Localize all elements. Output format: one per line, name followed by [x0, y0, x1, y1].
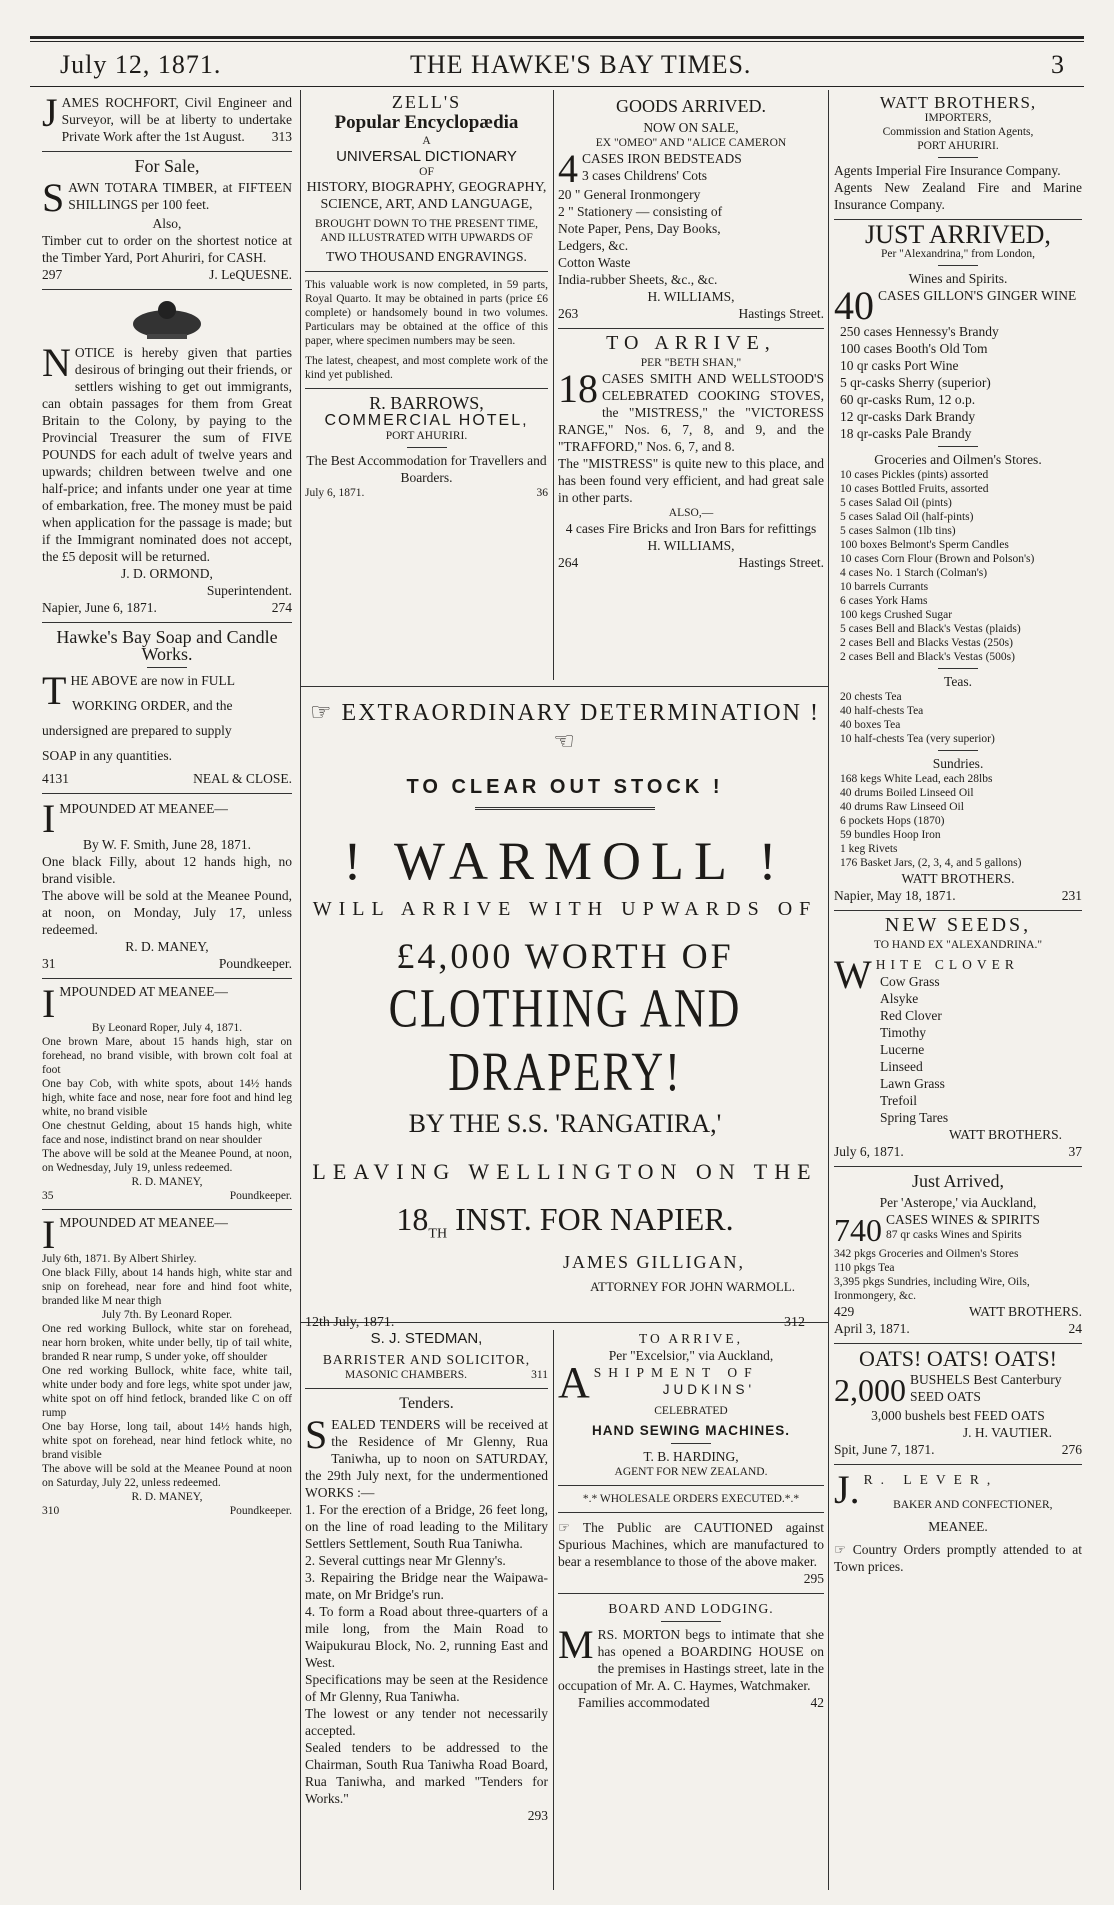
ad-number: 264 — [558, 555, 579, 570]
ad-text: Families accommodated — [578, 1695, 710, 1710]
ad-date: April 3, 1871. — [834, 1321, 910, 1336]
royal-crest-icon — [117, 296, 217, 342]
ad-signature: R. D. MANEY, — [125, 939, 209, 954]
ad-text: One bay Cob, with white spots, about 14½ hands high, white face and nose, near fore foot and hind leg white, no brand visible — [42, 1078, 292, 1118]
ad-text: ALSO,— — [668, 507, 714, 519]
ad-text: BAKER AND CONFECTIONER, — [893, 1499, 1053, 1511]
drop-cap: I — [42, 981, 56, 1026]
ad-heading: Just Arrived, — [912, 1171, 1004, 1191]
ad-text: By Leonard Roper, July 4, 1871. — [91, 1022, 243, 1034]
column-1 — [42, 94, 292, 1894]
ad-text: WORKING ORDER, and the — [72, 698, 233, 713]
list-item: 10 cases Bottled Fruits, assorted — [840, 483, 989, 495]
list-item: 6 pockets Hops (1870) — [840, 815, 945, 827]
ad-place: Hastings Street. — [738, 555, 824, 570]
banner-text: BY THE S.S. 'RANGATIRA,' — [408, 1109, 722, 1138]
ad-text: CELEBRATED — [654, 1405, 728, 1417]
board-and-lodging-ad — [558, 1600, 824, 1711]
list-item: 20 chests Tea — [840, 691, 902, 703]
ad-heading: MPOUNDED AT MEANEE— — [59, 984, 228, 999]
ad-text: The Public are CAUTIONED against Spurious Machines, which are manufactured to bear a resemblance to those of the above maker. — [558, 1520, 824, 1569]
ad-text: UNIVERSAL DICTIONARY — [336, 148, 517, 165]
ad-heading: NEW SEEDS, — [884, 914, 1032, 936]
ad-heading: COMMERCIAL HOTEL, — [324, 412, 529, 429]
ad-heading: S. J. STEDMAN, — [370, 1330, 483, 1347]
ad-text: SOAP in any quantities. — [42, 748, 172, 763]
ad-text: The Best Accommodation for Travellers and Boarders. — [306, 453, 547, 485]
list-item: Timothy — [880, 1025, 927, 1040]
ad-number: 274 — [271, 600, 292, 615]
ad-text: HISTORY, BIOGRAPHY, GEOGRAPHY, SCIENCE, ART, AND LANGUAGE, — [306, 180, 547, 212]
banner-text: INST. FOR NAPIER. — [455, 1201, 734, 1237]
ad-text: RS. MORTON begs to intimate that she has opened a BOARDING HOUSE on the premises in Hastings street, late in the occupation of Mr. A. C. Haymes, Watchmaker. — [558, 1627, 824, 1693]
list-item: 40 drums Raw Linseed Oil — [840, 801, 964, 813]
list-item: 5 cases Salad Oil (half-pints) — [840, 511, 974, 523]
ad-number: 37 — [1068, 1144, 1082, 1159]
ad-signature-role: Poundkeeper. — [229, 1190, 292, 1202]
asterope-arrival-ad — [834, 1173, 1082, 1337]
list-item: 10 cases Corn Flour (Brown and Polson's) — [840, 553, 1035, 565]
list-item: 4 cases No. 1 Starch (Colman's) — [840, 567, 988, 579]
ad-text: Specifications may be seen at the Residence of Mr Glenny, Rua Taniwha. — [305, 1672, 548, 1704]
ad-text: OF — [419, 166, 434, 178]
list-item: 100 boxes Belmont's Sperm Candles — [840, 539, 1009, 551]
ad-text: NOW ON SALE, — [643, 120, 739, 135]
cooking-stoves-ad — [558, 332, 824, 571]
drop-cap: I — [42, 1212, 56, 1257]
ad-text: Commission and Station Agents, — [882, 126, 1034, 138]
ad-text: Also, — [152, 216, 182, 231]
immigration-notice — [42, 296, 292, 616]
tenders-ad — [305, 1395, 548, 1824]
ad-number: 311 — [531, 1369, 548, 1381]
ad-date: July 6, 1871. — [305, 487, 365, 499]
ad-text: HAND SEWING MACHINES. — [591, 1423, 790, 1438]
ad-number: 310 — [42, 1505, 60, 1517]
drop-cap: J — [42, 94, 58, 135]
list-item: 2 cases Bell and Black's Vestas (500s) — [840, 651, 1015, 663]
ad-text: AMES ROCHFORT, Civil Engineer and Surveyor, will be at liberty to undertake Private Work after the 1st August. — [61, 95, 292, 144]
new-seeds-ad — [834, 914, 1082, 1160]
list-item: 40 drums Boiled Linseed Oil — [840, 787, 974, 799]
ad-heading: For Sale, — [134, 156, 200, 176]
list-item: 59 bundles Hoop Iron — [840, 829, 941, 841]
ad-place-date: Napier, May 18, 1871. — [834, 888, 956, 903]
list-item: Lawn Grass — [880, 1076, 945, 1091]
ad-text: TWO THOUSAND ENGRAVINGS. — [326, 249, 527, 264]
column-divider — [300, 90, 301, 1890]
pointing-hand-icon: ☞ — [834, 1542, 853, 1557]
list-item: Spring Tares — [880, 1110, 949, 1125]
list-item: 10 half-chests Tea (very superior) — [840, 733, 995, 745]
ad-number: 24 — [1068, 1321, 1082, 1336]
drop-cap: 740 — [834, 1212, 882, 1248]
ad-text: undersigned are prepared to supply — [42, 723, 232, 738]
drop-cap: T — [42, 668, 67, 713]
ad-heading: Popular Encyclopædia — [334, 112, 519, 133]
drop-cap: J. — [834, 1467, 860, 1512]
drop-cap: S — [305, 1412, 328, 1457]
ad-text: Agents Imperial Fire Insurance Company. — [834, 163, 1061, 178]
list-item: 100 cases Booth's Old Tom — [840, 341, 988, 356]
watt-brothers-ad — [834, 94, 1082, 213]
ad-text: AWN TOTARA TIMBER, at FIFTEEN SHILLINGS per 100 feet. — [68, 180, 292, 212]
issue-date: July 12, 1871. — [60, 50, 222, 79]
banner-text: WILL ARRIVE WITH UPWARDS OF — [312, 898, 818, 920]
list-item: 12 qr-casks Dark Brandy — [840, 409, 976, 424]
ad-number: 42 — [810, 1695, 824, 1710]
ad-signature: J. H. VAUTIER. — [962, 1425, 1052, 1440]
ad-signature-role: Superintendent. — [206, 583, 292, 598]
masthead-bottom-rule — [30, 86, 1084, 87]
ad-signature: T. B. HARDING, — [643, 1449, 739, 1464]
ad-signature-role: ATTORNEY FOR JOHN WARMOLL. — [590, 1279, 795, 1295]
ad-text: Note Paper, Pens, Day Books, — [558, 221, 721, 236]
ad-text: 4 cases Fire Bricks and Iron Bars for refittings — [565, 521, 817, 536]
teas-list — [834, 690, 1082, 746]
drop-cap: M — [558, 1622, 594, 1667]
list-item: Alsyke — [880, 991, 919, 1006]
sundries-list — [834, 772, 1082, 870]
ad-text: The lowest or any tender not necessarily accepted. — [305, 1706, 548, 1738]
ad-text: 1. For the erection of a Bridge, 26 feet long, on the line of road leading to the Military Settlers Settlement, South Rua Taniwha. — [305, 1502, 548, 1551]
drop-cap: I — [42, 796, 56, 841]
drop-cap: W — [834, 952, 872, 997]
ad-text: PORT AHURIRI. — [385, 430, 468, 442]
barrows-hotel-ad — [305, 395, 548, 500]
column-divider — [553, 90, 554, 680]
ad-signature: JAMES GILLIGAN, — [563, 1252, 745, 1273]
goods-arrived-ad — [558, 98, 824, 322]
ad-subheading: Wines and Spirits. — [908, 271, 1008, 286]
ad-place-date: Spit, June 7, 1871. — [834, 1442, 935, 1457]
ad-text: July 6th, 1871. By Albert Shirley. — [42, 1253, 197, 1265]
ad-number: 429 — [834, 1304, 855, 1319]
ad-text: 87 qr casks Wines and Spirits — [886, 1229, 1022, 1241]
ad-text: 2. Several cuttings near Mr Glenny's. — [305, 1553, 506, 1568]
ad-text: 4. To form a Road about three-quarters of a mile long, from the Main Road to Waipukurau Block, No. 2, running East and West. — [305, 1604, 548, 1670]
ad-heading: R. LEVER, — [863, 1472, 999, 1487]
banner-top-line — [305, 698, 825, 756]
banner-text: CLOTHING AND DRAPERY! — [388, 977, 742, 1103]
ad-signature: WATT BROTHERS. — [948, 1127, 1062, 1142]
ad-text: 3,000 bushels best FEED OATS — [871, 1408, 1045, 1423]
column-2-bottom — [305, 1330, 548, 1890]
impounded-notice-2 — [42, 981, 292, 1203]
list-item: 250 cases Hennessy's Brandy — [840, 324, 999, 339]
list-item: 40 half-chests Tea — [840, 705, 924, 717]
ad-signature: R. D. MANEY, — [131, 1491, 203, 1503]
ad-text: HITE CLOVER — [875, 957, 1019, 972]
ad-heading: WATT BROTHERS, — [879, 94, 1037, 112]
ad-text: CASES WINES & SPIRITS — [886, 1212, 1040, 1227]
ad-signature: NEAL & CLOSE. — [193, 771, 292, 786]
ad-signature-role: Poundkeeper. — [218, 956, 292, 971]
ad-text: CASES GILLON'S GINGER WINE — [878, 288, 1077, 303]
rochfort-ad — [42, 94, 292, 145]
pointing-hand-icon: ☞ — [558, 1520, 583, 1535]
ad-number: 295 — [803, 1571, 824, 1586]
drop-cap: N — [42, 340, 71, 385]
list-item: Linseed — [880, 1059, 923, 1074]
ad-text: This valuable work is now completed, in 59 parts, Royal Quarto. It may be obtained in parts (price £6 complete) or handsomely bound in two volumes. Particulars may be obtained at the office of this paper, where specimen numbers may be seen. — [305, 279, 548, 347]
ad-heading: MPOUNDED AT MEANEE— — [59, 801, 228, 816]
drop-cap: 18 — [558, 366, 598, 411]
ad-text: Per 'Asterope,' via Auckland, — [879, 1195, 1037, 1210]
drop-cap: 2,000 — [834, 1372, 906, 1408]
ad-text: OTICE is hereby given that parties desirous of bringing out their friends, or settlers wishing to get out immigrants, can obtain passages for them from Great Britain to the Colony, by paying to the Provincial Treasurer the sum of FIVE POUNDS for each adult of twelve years and upwards; children between twelve and one half-price; and infants under one year at time of embarkation, free. The money must be paid when application for the passage is made; but if the Immigrant nominated does not accept, the £5 deposit will be returned. — [42, 345, 292, 564]
ad-text: 20 " General Ironmongery — [558, 187, 701, 202]
ad-text: 2 " Stationery — consisting of — [558, 204, 723, 219]
ad-heading: Tenders. — [399, 1395, 454, 1412]
list-item: 10 barrels Currants — [840, 581, 929, 593]
ad-heading: TO ARRIVE, — [606, 332, 776, 354]
ad-text: By W. F. Smith, June 28, 1871. — [82, 837, 252, 852]
ad-number: 36 — [536, 487, 548, 499]
ad-text: 3,395 pkgs Sundries, including Wire, Oils, Ironmongery, &c. — [834, 1276, 1030, 1302]
ad-heading: TO ARRIVE, — [638, 1331, 743, 1346]
lever-baker-ad — [834, 1467, 1082, 1575]
wines-list — [834, 323, 1082, 442]
masthead — [30, 40, 1080, 90]
ad-number: 297 — [42, 267, 63, 282]
ad-text: The latest, cheapest, and most complete work of the kind yet published. — [305, 355, 548, 381]
column-divider — [828, 90, 829, 1890]
ad-number: 313 — [271, 129, 292, 144]
ad-text: SHIPMENT OF — [593, 1365, 759, 1380]
ad-text: EX "OMEO" AND "ALICE CAMERON — [595, 137, 787, 149]
ad-place: MASONIC CHAMBERS. — [345, 1369, 468, 1381]
column-4 — [834, 94, 1082, 1894]
ad-text: 3 cases Childrens' Cots — [582, 168, 708, 183]
ad-heading: OATS! OATS! OATS! — [858, 1346, 1057, 1371]
impounded-notice-1 — [42, 796, 292, 972]
ad-text: India-rubber Sheets, &c., &c. — [558, 272, 718, 287]
ad-heading: ZELL'S — [391, 94, 462, 112]
ad-text: One red working Bullock, white star on forehead, near horn broken, white under belly, tip of tail white, branded R near rump, S under yoke, off shoulder — [42, 1323, 292, 1363]
drop-cap: A — [558, 1358, 590, 1407]
ad-text: Per "Alexandrina," from London, — [880, 248, 1036, 260]
ad-text: EALED TENDERS will be received at the Residence of Mr Glenny, Rua Taniwha, up to noon on SATURDAY, the 29th July next, for the undermentioned WORKS :— — [305, 1417, 548, 1500]
ad-text: 110 pkgs Tea — [834, 1262, 895, 1274]
ad-number: 276 — [1061, 1442, 1082, 1457]
ad-text: The above will be sold at the Meanee Pound at noon on Saturday, July 22, unless redeemed. — [42, 1463, 292, 1489]
ad-text: One bay Horse, long tail, about 14½ hands high, white spot on forehead, near hind fetlock white, no brand visible — [42, 1421, 292, 1461]
ad-text: Country Orders promptly attended to at Town prices. — [834, 1542, 1082, 1574]
ad-text: CASES IRON BEDSTEADS — [582, 151, 742, 166]
ad-text: One red working Bullock, white face, white tail, white under body and fore legs, white spot under jaw, white spot on off hind fetlock, branded like C on off rump — [42, 1365, 292, 1419]
ad-text: The above will be sold at the Meanee Pound, at noon, on Monday, July 17, unless redeemed. — [42, 888, 292, 937]
list-item: Cow Grass — [880, 974, 940, 989]
ad-text: JUDKINS' — [662, 1382, 756, 1397]
ad-text: One chestnut Gelding, about 15 hands high, white face and nose, indistinct brand on near shoulder — [42, 1120, 292, 1146]
list-item: 100 kegs Crushed Sugar — [840, 609, 953, 621]
ad-text: One brown Mare, about 15 hands high, star on forehead, no brand visible, with brown colt foal at foot — [42, 1036, 292, 1076]
ad-signature: WATT BROTHERS. — [901, 871, 1015, 886]
ad-signature: H. WILLIAMS, — [647, 289, 735, 304]
ad-text: IMPORTERS, — [924, 112, 992, 124]
banner-text: TH — [428, 1226, 448, 1242]
banner-text: LEAVING WELLINGTON ON THE — [312, 1159, 818, 1184]
list-item: 5 cases Bell and Black's Vestas (plaids) — [840, 623, 1021, 635]
ad-text: BARRISTER AND SOLICITOR, — [322, 1352, 531, 1367]
stedman-ad — [305, 1330, 548, 1382]
warmoll-banner-ad — [305, 690, 825, 1331]
ad-signature: H. WILLIAMS, — [647, 538, 735, 553]
impounded-notice-3 — [42, 1212, 292, 1518]
ad-text: AGENT FOR NEW ZEALAND. — [614, 1466, 768, 1478]
ad-text: CASES SMITH AND WELLSTOOD'S CELEBRATED COOKING STOVES, the "MISTRESS," the "VICTORESS RANGE," Nos. 6, 7, 8, and 9, and the "TRAFFORD," Nos. 6, 7, and 8. — [558, 371, 824, 454]
ad-text: The above will be sold at the Meanee Pound, at noon, on Wednesday, July 19, unless redeemed. — [42, 1148, 292, 1174]
ad-number: 312 — [784, 1315, 805, 1331]
ad-text: Sealed tenders to be addressed to the Chairman, South Rua Taniwha Road Board, Rua Taniwha, and marked "Tenders for Works." — [305, 1740, 548, 1806]
list-item: 5 cases Salmon (1lb tins) — [840, 525, 956, 537]
drop-cap: S — [42, 175, 65, 220]
ad-text: BUSHELS Best Canterbury SEED OATS — [910, 1372, 1062, 1404]
ad-date: July 6, 1871. — [834, 1144, 904, 1159]
banner-name: ! WARMOLL ! — [343, 831, 787, 891]
list-item: 40 boxes Tea — [840, 719, 901, 731]
list-item: 10 cases Pickles (pints) assorted — [840, 469, 989, 481]
ad-text: PER "BETH SHAN," — [640, 357, 742, 369]
ad-number: 293 — [527, 1808, 548, 1823]
ad-text: Ledgers, &c. — [558, 238, 629, 253]
ad-subheading: Teas. — [944, 674, 972, 689]
list-item: 60 qr-casks Rum, 12 o.p. — [840, 392, 976, 407]
column-2-top — [305, 94, 548, 684]
list-item: Trefoil — [880, 1093, 918, 1108]
banner-inst-line — [305, 1201, 825, 1242]
just-arrived-ad — [834, 220, 1082, 904]
ad-heading: GOODS ARRIVED. — [615, 96, 766, 116]
timber-ad — [42, 158, 292, 283]
list-item: 168 kegs White Lead, each 28lbs — [840, 773, 993, 785]
ad-signature: J. D. ORMOND, — [121, 566, 213, 581]
ad-text: MEANEE. — [928, 1519, 988, 1534]
banner-text: EXTRAORDINARY DETERMINATION ! — [341, 700, 820, 726]
banner-text: TO CLEAR OUT STOCK ! — [406, 776, 724, 798]
ad-number: 31 — [42, 956, 56, 971]
ad-text: The "MISTRESS" is quite new to this place, and has been found very efficient, and had great sale in other parts. — [558, 456, 824, 505]
groceries-list — [834, 468, 1082, 664]
ad-date: 12th July, 1871. — [305, 1315, 395, 1331]
column-3-top — [558, 94, 824, 684]
ad-text: 3. Repairing the Bridge near the Waipawa-mate, on Mr Bridge's run. — [305, 1570, 548, 1602]
ad-text: Per "Excelsior," via Auckland, — [608, 1348, 774, 1363]
ad-text: Agents New Zealand Fire and Marine Insurance Company. — [834, 180, 1082, 212]
drop-cap: 40 — [834, 283, 874, 328]
ad-signature-role: Poundkeeper. — [229, 1505, 292, 1517]
ad-text: One black Filly, about 14 hands high, white star and snip on forehead, near fore and hind foot white, branded like M near thigh — [42, 1267, 292, 1307]
ad-text: TO HAND EX "ALEXANDRINA." — [873, 939, 1043, 951]
ad-signature: J. LeQUESNE. — [209, 267, 292, 282]
ad-number: 35 — [42, 1190, 54, 1202]
pointing-hand-icon: ☞ — [310, 700, 334, 726]
list-item: 176 Basket Jars, (2, 3, 4, and 5 gallons) — [840, 857, 1022, 869]
list-item: Red Clover — [880, 1008, 942, 1023]
ad-heading: MPOUNDED AT MEANEE— — [59, 1215, 228, 1230]
ad-text: *.* WHOLESALE ORDERS EXECUTED.*.* — [582, 1493, 800, 1505]
ad-number: 263 — [558, 306, 579, 321]
ad-text: 342 pkgs Groceries and Oilmen's Stores — [834, 1248, 1019, 1260]
ad-number: 4131 — [42, 771, 69, 786]
pointing-hand-icon: ☜ — [553, 729, 577, 755]
column-3-bottom — [558, 1330, 824, 1890]
ad-text: One black Filly, about 12 hands high, no brand visible. — [42, 854, 292, 886]
ad-text: BROUGHT DOWN TO THE PRESENT TIME, AND ILLUSTRATED WITH UPWARDS OF — [315, 218, 538, 244]
soap-works-ad — [42, 629, 292, 787]
ad-text: A — [422, 135, 431, 147]
ad-subheading: Groceries and Oilmen's Stores. — [874, 452, 1042, 467]
banner-text: £4,000 WORTH OF — [396, 936, 734, 976]
ad-place: Hastings Street. — [738, 306, 824, 321]
list-item: 5 qr-casks Sherry (superior) — [840, 375, 991, 390]
ad-signature: R. D. MANEY, — [131, 1176, 203, 1188]
ad-text: July 7th. By Leonard Roper. — [101, 1309, 233, 1321]
list-item: 6 cases York Hams — [840, 595, 928, 607]
banner-text: 18 — [396, 1201, 429, 1237]
list-item: 18 qr-casks Pale Brandy — [840, 426, 972, 441]
ad-text: Timber cut to order on the shortest notice at the Timber Yard, Port Ahuriri, for CASH. — [42, 233, 292, 265]
list-item: 10 qr casks Port Wine — [840, 358, 959, 373]
column-divider — [553, 1330, 554, 1890]
oats-ad — [834, 1346, 1082, 1458]
ad-text: Cotton Waste — [558, 255, 631, 270]
ad-heading: R. BARROWS, — [369, 393, 484, 413]
judkins-sewing-machines-ad — [558, 1330, 824, 1587]
ad-heading: Hawke's Bay Soap and Candle Works. — [56, 627, 278, 664]
list-item: 2 cases Bell and Blacks Vestas (250s) — [840, 637, 1013, 649]
banner-top-rule — [300, 686, 828, 687]
list-item: 1 keg Rivets — [840, 843, 898, 855]
ad-heading: BOARD AND LODGING. — [608, 1601, 774, 1616]
ad-text: PORT AHURIRI. — [917, 140, 999, 152]
newspaper-title: THE HAWKE'S BAY TIMES. — [410, 50, 752, 79]
drop-cap: 4 — [558, 146, 578, 191]
list-item: Lucerne — [880, 1042, 925, 1057]
page-number: 3 — [1051, 50, 1065, 79]
zell-encyclopaedia-ad — [305, 94, 548, 382]
ad-signature: WATT BROTHERS. — [968, 1304, 1082, 1319]
ad-place-date: Napier, June 6, 1871. — [42, 600, 157, 615]
list-item: 5 cases Salad Oil (pints) — [840, 497, 952, 509]
ad-number: 231 — [1061, 888, 1082, 903]
ad-text: HE ABOVE are now in FULL — [70, 673, 236, 688]
ad-heading: JUST ARRIVED, — [865, 220, 1051, 249]
ad-subheading: Sundries. — [932, 756, 984, 771]
